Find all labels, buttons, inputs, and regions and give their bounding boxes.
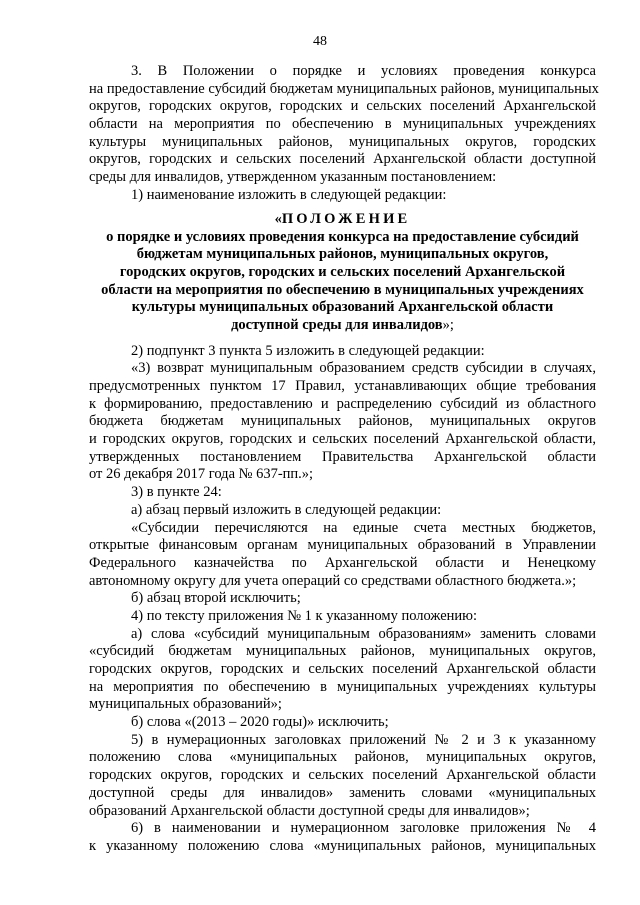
heading-title: «ПОЛОЖЕНИЕ bbox=[274, 210, 411, 227]
text-line: городских округов, городских и сельских поселений Архангельской области bbox=[89, 767, 596, 784]
text-line: культуры муниципальных районов, муниципальных округов, городских bbox=[89, 133, 596, 150]
text-line: от 26 декабря 2017 года № 637-пп.»; bbox=[89, 466, 314, 483]
text-line: Федерального казначейства по Архангельской области и Ненецкому bbox=[89, 554, 596, 571]
regulation-heading bbox=[89, 209, 596, 335]
text-line: к указанному положению слова «муниципальных районов, муниципальных bbox=[89, 837, 596, 854]
heading-line: доступной среды для инвалидов»; bbox=[231, 316, 454, 333]
quote-subsidies bbox=[89, 520, 596, 591]
subitem-5 bbox=[89, 732, 596, 820]
text-line: предусмотренных пунктом 17 Правил, устанавливающих общие требования bbox=[89, 378, 596, 394]
text-line: бюджета бюджетам муниципальных районов, муниципальных округов bbox=[89, 413, 596, 430]
text-line: доступной среды для инвалидов» заменить словами «муниципальных bbox=[89, 784, 596, 801]
heading-line: бюджетам муниципальных районов, муниципальных округов, bbox=[136, 246, 549, 263]
subitem-3a: а) абзац первый изложить в следующей редакции: bbox=[131, 501, 442, 518]
text-line: на предоставление субсидий бюджетам муниципальных районов, муниципальных bbox=[89, 80, 599, 97]
subitem-6 bbox=[89, 820, 596, 855]
text-line: 5) в нумерационных заголовках приложений № 2 и 3 к указанному bbox=[131, 731, 596, 748]
heading-line: культуры муниципальных образований Архангельской области bbox=[131, 299, 554, 316]
text-line: к формированию, предоставлению и распределению субсидий из областного bbox=[89, 395, 596, 412]
paragraph-3 bbox=[89, 63, 599, 187]
spacer bbox=[89, 335, 596, 343]
subitem-3b: б) абзац второй исключить; bbox=[131, 590, 301, 607]
quote-subpoint-3 bbox=[89, 360, 596, 484]
text-line: округов, городских и сельских поселений Архангельской области доступной bbox=[89, 151, 596, 168]
heading-line: о порядке и условиях проведения конкурса на предоставление субсидий bbox=[106, 228, 579, 245]
text-line: положению слова «муниципальных районов, муниципальных округов, bbox=[89, 749, 596, 766]
text-line: открытые финансовым органам муниципальных образований в Управлении bbox=[89, 537, 596, 554]
text-line: 3. В Положении о порядке и условиях проведения конкурса bbox=[131, 63, 596, 79]
text-line: автономному округу для учета операций со средствами областного бюджета.»; bbox=[89, 572, 577, 589]
subitem-4b: б) слова «(2013 – 2020 годы)» исключить; bbox=[131, 714, 389, 731]
subitem-4: 4) по тексту приложения № 1 к указанному положению: bbox=[131, 607, 478, 624]
text-line: а) слова «субсидий муниципальным образованиям» заменить словами bbox=[131, 625, 596, 642]
heading-line: области на мероприятия по обеспечению в муниципальных учреждениях bbox=[101, 281, 584, 298]
text-line: на мероприятия по обеспечению в муниципальных учреждениях культуры bbox=[89, 678, 596, 695]
text-line: округов, городских округов, городских и сельских поселений Архангельской bbox=[89, 98, 596, 115]
document-body bbox=[89, 63, 599, 856]
text-line: и городских округов, городских и сельских поселений Архангельской области, bbox=[89, 431, 596, 448]
text-line: 6) в наименовании и нумерационном заголовке приложения № 4 bbox=[131, 820, 596, 837]
subitem-4a bbox=[89, 626, 596, 714]
subitem-2: 2) подпункт 3 пункта 5 изложить в следующей редакции: bbox=[131, 342, 485, 359]
page-number: 48 bbox=[313, 34, 327, 49]
text-line: среды для инвалидов, утвержденном указанным постановлением: bbox=[89, 169, 497, 186]
subitem-1: 1) наименование изложить в следующей редакции: bbox=[131, 186, 447, 203]
text-line: муниципальных образований»; bbox=[89, 696, 282, 713]
text-line: «3) возврат муниципальным образованием средств субсидии в случаях, bbox=[131, 360, 596, 377]
subitem-3: 3) в пункте 24: bbox=[131, 484, 222, 501]
text-line: городских округов, городских и сельских поселений Архангельской области bbox=[89, 661, 596, 677]
text-line: области на мероприятия по обеспечению в муниципальных учреждениях bbox=[89, 116, 596, 133]
text-line: «Субсидии перечисляются на единые счета местных бюджетов, bbox=[131, 519, 596, 536]
text-line: утвержденных постановлением Правительства Архангельской области bbox=[89, 448, 596, 465]
text-line: образований Архангельской области доступной среды для инвалидов»; bbox=[89, 802, 530, 819]
heading-line: городских округов, городских и сельских поселений Архангельской bbox=[119, 263, 566, 280]
text-line: «субсидий бюджетам муниципальных районов, муниципальных округов, bbox=[89, 643, 596, 660]
